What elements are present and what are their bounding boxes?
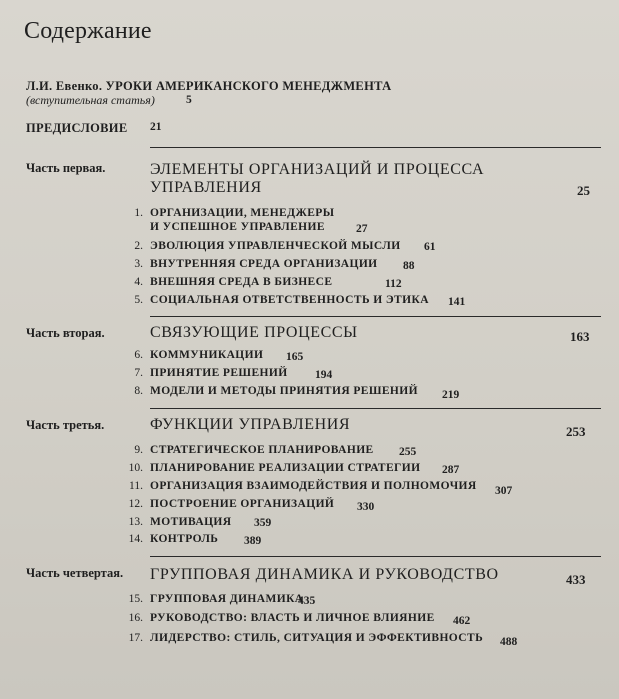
chapter-number: 1. <box>134 207 143 219</box>
chapter-title: ПРИНЯТИЕ РЕШЕНИЙ <box>150 367 288 379</box>
chapter-page: 462 <box>453 615 471 627</box>
part-title: ФУНКЦИИ УПРАВЛЕНИЯ <box>150 416 351 433</box>
chapter-title: ВНУТРЕННЯЯ СРЕДА ОРГАНИЗАЦИИ <box>150 258 378 270</box>
chapter-title: ГРУППОВАЯ ДИНАМИКА <box>150 593 304 605</box>
chapter-title: МОДЕЛИ И МЕТОДЫ ПРИНЯТИЯ РЕШЕНИЙ <box>150 385 418 397</box>
chapter-number: 12. <box>128 498 143 510</box>
chapter-page: 389 <box>244 535 262 547</box>
part-label: Часть третья. <box>26 418 105 432</box>
chapter-number: 16. <box>128 612 143 624</box>
chapter-page: 219 <box>442 389 460 401</box>
chapter-number: 14. <box>128 533 143 545</box>
chapter-page: 61 <box>424 241 436 253</box>
chapter-number: 2. <box>134 240 143 252</box>
chapter-page: 165 <box>286 351 304 363</box>
chapter-page: 330 <box>357 501 375 513</box>
part-page: 433 <box>566 572 586 587</box>
page-title: Содержание <box>24 18 152 44</box>
chapter-number: 4. <box>134 276 143 288</box>
chapter-page: 88 <box>403 260 415 272</box>
chapter-page: 112 <box>385 278 402 290</box>
part-label: Часть первая. <box>26 161 106 175</box>
preface-entry: ПРЕДИСЛОВИЕ <box>26 121 128 135</box>
section-rule <box>150 147 601 148</box>
chapter-title: РУКОВОДСТВО: ВЛАСТЬ И ЛИЧНОЕ ВЛИЯНИЕ <box>150 612 435 624</box>
chapter-title: ОРГАНИЗАЦИИ, МЕНЕДЖЕРЫ <box>150 207 335 219</box>
chapter-title: КОММУНИКАЦИИ <box>150 349 264 361</box>
preface-page: 21 <box>150 121 162 133</box>
chapter-title: ОРГАНИЗАЦИЯ ВЗАИМОДЕЙСТВИЯ И ПОЛНОМОЧИЯ <box>150 480 477 492</box>
part-title: ГРУППОВАЯ ДИНАМИКА И РУКОВОДСТВО <box>150 566 499 583</box>
chapter-title: СТРАТЕГИЧЕСКОЕ ПЛАНИРОВАНИЕ <box>150 444 374 456</box>
chapter-number: 3. <box>134 258 143 270</box>
chapter-number: 11. <box>129 480 143 492</box>
chapter-page: 287 <box>442 464 460 476</box>
intro-entry: Л.И. Евенко. УРОКИ АМЕРИКАНСКОГО МЕНЕДЖМЕНТА <box>26 79 392 93</box>
part-page: 25 <box>577 183 590 198</box>
part-page: 163 <box>570 329 590 344</box>
intro-subtitle: (вступительная статья) <box>26 93 155 107</box>
chapter-number: 17. <box>128 632 143 644</box>
section-rule <box>150 316 601 317</box>
chapter-title: МОТИВАЦИЯ <box>150 516 232 528</box>
section-rule <box>150 408 601 409</box>
chapter-title: СОЦИАЛЬНАЯ ОТВЕТСТВЕННОСТЬ И ЭТИКА <box>150 294 429 306</box>
chapter-number: 15. <box>128 593 143 605</box>
chapter-page: 359 <box>254 517 272 529</box>
intro-page: 5 <box>186 94 192 106</box>
part-label: Часть четвертая. <box>26 566 124 580</box>
chapter-title: ЭВОЛЮЦИЯ УПРАВЛЕНЧЕСКОЙ МЫСЛИ <box>150 240 401 252</box>
part-title: СВЯЗУЮЩИЕ ПРОЦЕССЫ <box>150 324 358 341</box>
chapter-title: И УСПЕШНОЕ УПРАВЛЕНИЕ <box>150 221 325 233</box>
chapter-title: ВНЕШНЯЯ СРЕДА В БИЗНЕСЕ <box>150 276 333 288</box>
chapter-number: 6. <box>134 349 143 361</box>
part-title: ЭЛЕМЕНТЫ ОРГАНИЗАЦИЙ И ПРОЦЕССА <box>150 161 485 178</box>
chapter-page: 488 <box>500 636 518 648</box>
chapter-number: 13. <box>128 516 143 528</box>
part-page: 253 <box>566 424 586 439</box>
chapter-number: 5. <box>134 294 143 306</box>
chapter-page: 435 <box>298 595 316 607</box>
part-label: Часть вторая. <box>26 326 105 340</box>
chapter-number: 10. <box>128 462 143 474</box>
chapter-page: 255 <box>399 446 417 458</box>
part-title: УПРАВЛЕНИЯ <box>150 179 262 196</box>
section-rule <box>150 556 601 557</box>
chapter-page: 194 <box>315 369 333 381</box>
chapter-page: 307 <box>495 485 513 497</box>
chapter-title: ПОСТРОЕНИЕ ОРГАНИЗАЦИЙ <box>150 498 335 510</box>
chapter-number: 9. <box>134 444 143 456</box>
chapter-title: ПЛАНИРОВАНИЕ РЕАЛИЗАЦИИ СТРАТЕГИИ <box>150 462 421 474</box>
chapter-title: КОНТРОЛЬ <box>150 533 219 545</box>
chapter-number: 8. <box>134 385 143 397</box>
chapter-title: ЛИДЕРСТВО: СТИЛЬ, СИТУАЦИЯ И ЭФФЕКТИВНОСТЬ <box>150 632 484 644</box>
chapter-page: 27 <box>356 223 368 235</box>
chapter-number: 7. <box>134 367 143 379</box>
chapter-page: 141 <box>448 296 466 308</box>
